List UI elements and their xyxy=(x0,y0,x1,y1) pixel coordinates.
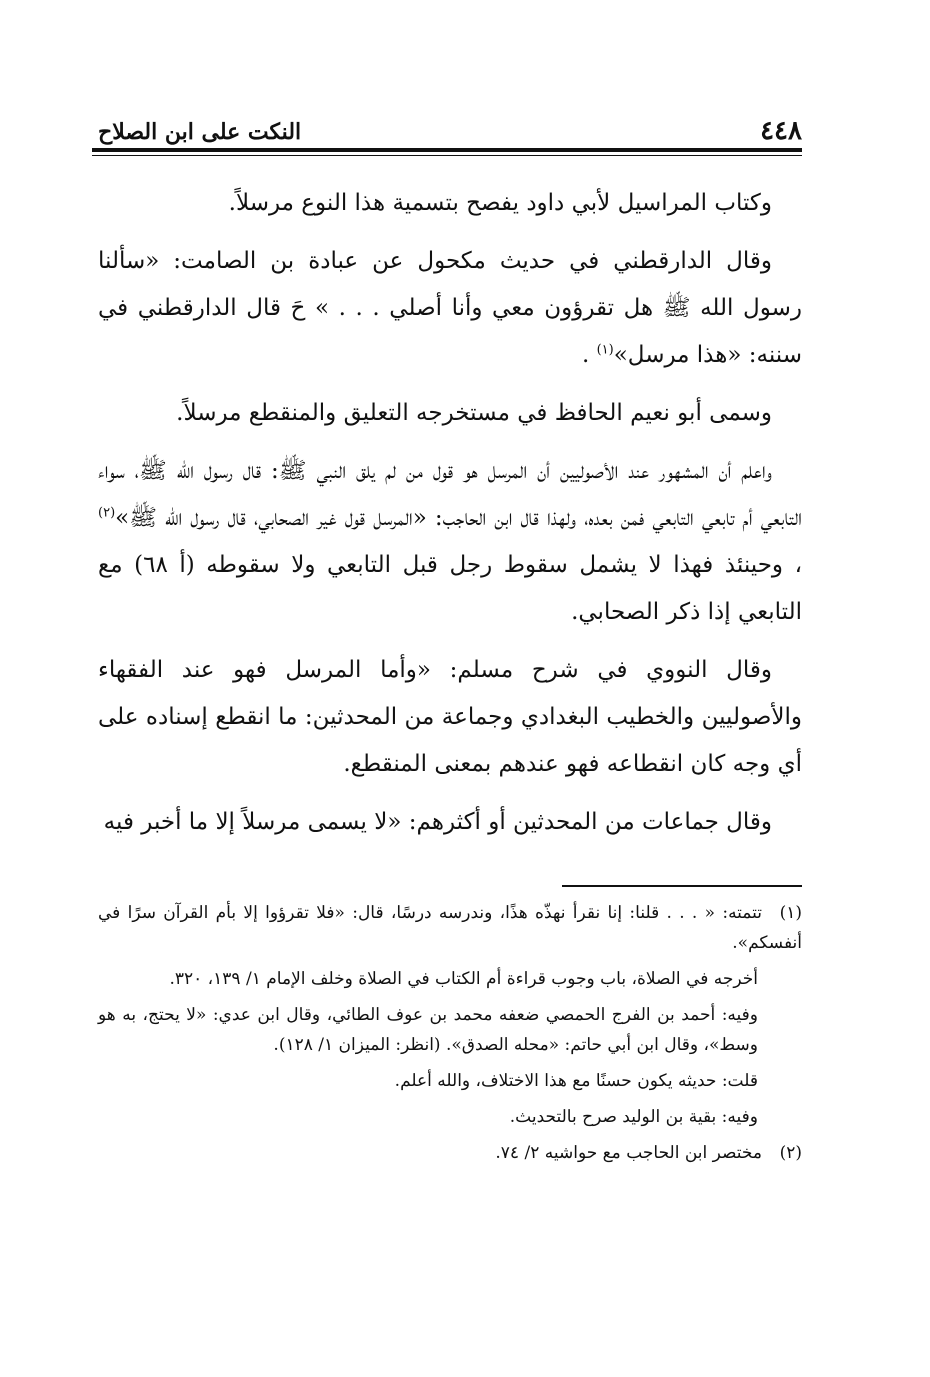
paragraph-text: واعلم أن المشهور عند الأصوليين أن المرسل هو قول من لم يلق النبي ﷺ: قال رسول الله ﷺ، سواء التابعي أم تابعي التابعي فمن بعده، ولهذا قال ابن الحاجب: «المرسل قول غير الصحابي، قال رسول الله ﷺ» xyxy=(98,458,802,531)
footnote-separator xyxy=(562,885,802,887)
footnote-line: وفيه: بقية بن الوليد صرح بالتحديث. xyxy=(509,1107,758,1127)
footnote-ref: (١) xyxy=(596,342,614,358)
footnote-line: قلت: حديثه يكون حسنًا مع هذا الاختلاف، والله أعلم. xyxy=(394,1071,758,1091)
header-rule-thin xyxy=(92,155,802,156)
header-rule-thick xyxy=(92,148,802,152)
page-number: ٤٤٨ xyxy=(760,116,802,146)
running-title: النكت على ابن الصلاح xyxy=(98,119,302,145)
paragraph: وكتاب المراسيل لأبي داود يفصح بتسمية هذا النوع مرسلاً. xyxy=(228,190,772,216)
footnote-line: وفيه: أحمد بن الفرج الحمصي ضعفه محمد بن عوف الطائي، وقال ابن عدي: «لا يحتج، به هو وسط»، وقال ابن أبي حاتم: «محله الصدق». (انظر: الميزان ١/ ١٢٨). xyxy=(98,1005,758,1055)
paragraph: وقال جماعات من المحدثين أو أكثرهم: «لا يسمى مرسلاً إلا ما أخبر فيه xyxy=(103,809,772,835)
footnote-1 xyxy=(98,898,802,958)
footnote-2 xyxy=(98,1138,802,1168)
footnotes xyxy=(98,898,802,1174)
footnote-marker: (٢) xyxy=(779,1143,802,1163)
paragraph: وقال الدارقطني في حديث مكحول عن عبادة بن الصامت: «سألنا رسول الله ﷺ هل تقرؤون معي وأنا أصلي . . . » حَ قال الدارقطني في سننه: «هذا مرسل»$^{(١)}$ . xyxy=(98,248,802,368)
footnote-line: أخرجه في الصلاة، باب وجوب قراءة أم الكتاب في الصلاة وخلف الإمام ١/ ١٣٩، ٣٢٠. xyxy=(169,969,758,989)
paragraph: وسمى أبو نعيم الحافظ في مستخرجه التعليق والمنقطع مرسلاً. xyxy=(176,400,772,426)
footnote-ref: (٢) xyxy=(98,505,116,521)
page-header xyxy=(92,112,802,152)
paragraph-text: وقال الدارقطني في حديث مكحول عن عبادة بن الصامت: «سألنا رسول الله ﷺ هل تقرؤون معي وأنا أصلي . . . » حَ قال الدارقطني في سننه: «هذا مرسل» xyxy=(98,248,802,368)
paragraph-text: ، وحينئذ فهذا لا يشمل سقوط رجل قبل التابعي ولا سقوطه (أ ٦٨) مع التابعي إذا ذكر الصحابي. xyxy=(98,552,802,625)
paragraph xyxy=(98,448,802,636)
footnote-text: تتمته: « . . . قلنا: إنا نقرأ نهذّه هذًا، وندرسه درسًا، قال: «فلا تقرؤوا إلا بأم القرآن سرًا في أنفسكم». xyxy=(98,903,802,953)
paragraph: وقال النووي في شرح مسلم: «وأما المرسل فهو عند الفقهاء والأصوليين والخطيب البغدادي وجماعة من المحدثين: ما انقطع إسناده على أي وجه كان انقطاعه فهو عندهم بمعنى المنقطع. xyxy=(98,657,802,777)
footnote-marker: (١) xyxy=(779,903,802,923)
footnote-text: مختصر ابن الحاجب مع حواشيه ٢/ ٧٤. xyxy=(495,1143,762,1163)
main-text xyxy=(98,180,802,857)
